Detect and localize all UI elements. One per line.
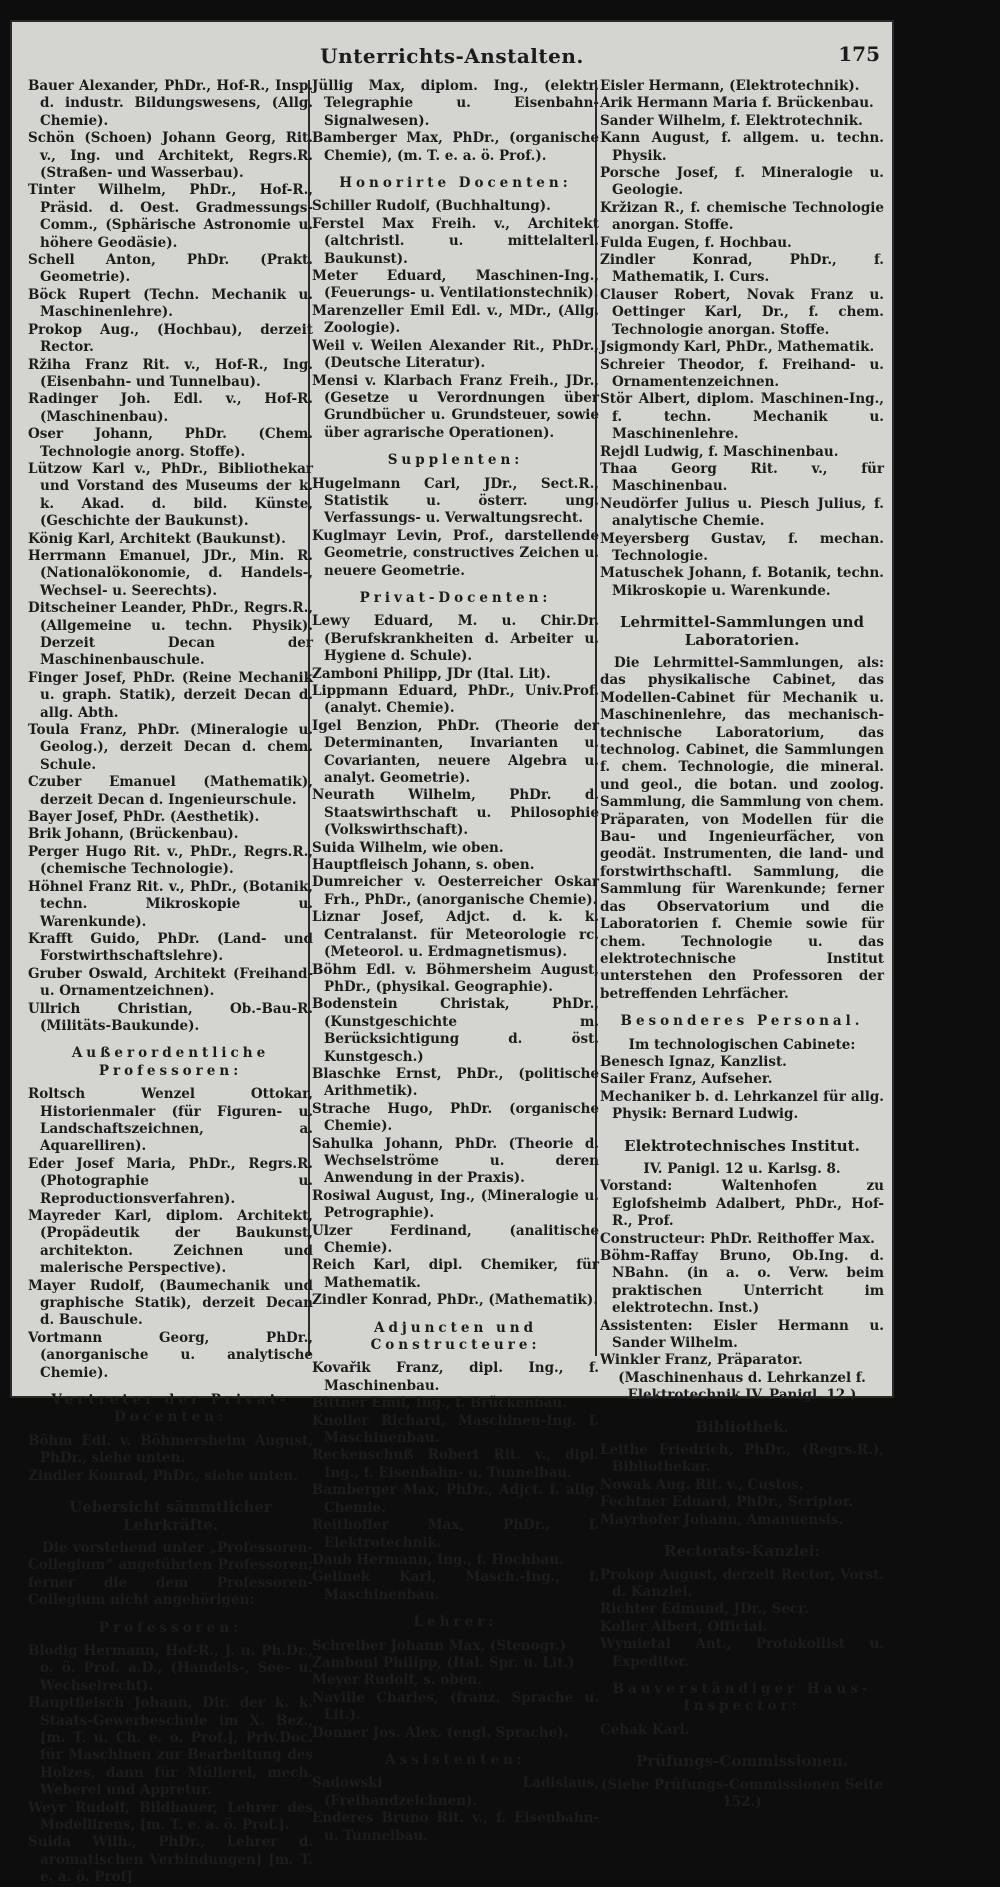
directory-entry: Gruber Oswald, Architekt (Freihand- u. Ornamentzeichnen). [28, 965, 313, 1000]
section-heading: Vertreter der Privat-Docenten: [51, 1392, 290, 1426]
directory-entry: Bamberger Max, PhDr., Adjct. f. allg. Chemie. [312, 1482, 599, 1516]
directory-entry: Ferstel Max Freih. v., Architekt (altchristl. u. mittelalterl. Baukunst). [312, 215, 599, 267]
directory-entry: Bauer Alexander, PhDr., Hof-R., Insp. d. industr. Bildungswesens, (Allg. Chemie). [28, 78, 313, 129]
directory-entry: Schreier Theodor, f. Freihand- u. Ornamentenzeichnen. [600, 356, 884, 390]
directory-entry: Arik Hermann Maria f. Brückenbau. [600, 95, 874, 112]
directory-entry: Prokop August, derzeit Rector, Vorst. d. Kanzlei. [600, 1566, 884, 1600]
centered-note: (Siehe Prüfungs-Commissionen Seite 152.) [600, 1776, 884, 1810]
section-heading: Besonderes Personal. [620, 1013, 864, 1030]
directory-entry: Brik Johann, (Brückenbau). [28, 826, 239, 843]
directory-entry: Gelinek Karl, Masch.-Ing., f. Maschinenbau. [312, 1569, 599, 1603]
directory-entry: Knoller Richard, Maschinen-Ing. f. Maschinenbau. [312, 1412, 599, 1447]
column-2 [312, 78, 599, 1844]
directory-entry: Lützow Karl v., PhDr., Bibliothekar und Vorstand des Museums der k. k. Akad. d. bild. Künste, (Geschichte der Baukunst). [28, 460, 313, 530]
directory-entry: Hauptfleisch Johann, Dir. der k. k. Staats-Gewerbeschule im X. Bez., [m. T. u. Ch. e. o. Prof.], Priv.Doc. für Maschinen zur Bearbeitung des Holzes, dann für Müllerei, mech. Weberei und Appretur. [28, 1695, 313, 1799]
directory-entry: Radinger Joh. Edl. v., Hof-R. (Maschinenbau). [28, 391, 313, 425]
directory-entry: Lippmann Eduard, PhDr., Univ.Prof. (analyt. Chemie). [312, 683, 599, 717]
directory-entry: Roltsch Wenzel Ottokar, Historienmaler (für Figuren- u. Landschaftszeichnen, a. Aquarelliren). [28, 1086, 313, 1155]
section-heading: Adjuncten und Constructeure: [370, 1319, 541, 1354]
directory-entry: Zindler Konrad, PhDr., siehe unten. [28, 1467, 298, 1484]
directory-entry: Meyer Rudolf, s. oben. [312, 1672, 482, 1689]
directory-entry: Czuber Emanuel (Mathematik), derzeit Decan d. Ingenieurschule. [28, 774, 313, 808]
directory-entry: Böhm Edl. v. Böhmersheim August, PhDr., siehe unten. [28, 1432, 313, 1467]
directory-entry: Suida Wilh., PhDr., Lehrer d. aromatischen Verbindungen] [m. T. e. a. ö. Prof] [28, 1834, 313, 1886]
directory-entry: Böck Rupert (Techn. Mechanik u. Maschinenlehre). [28, 286, 313, 321]
directory-entry: Kovařik Franz, dipl. Ing., f. Maschinenbau. [312, 1360, 599, 1394]
directory-entry: Höhnel Franz Rit. v., PhDr., (Botanik, techn. Mikroskopie u. Warenkunde). [28, 878, 313, 930]
directory-entry: Winkler Franz, Präparator. [600, 1352, 803, 1369]
directory-entry: Clauser Robert, Novak Franz u. Oettinger Karl, Dr., f. chem. Technologie anorgan. Stoffe. [600, 286, 884, 338]
directory-entry: Igel Benzion, PhDr. (Theorie der Determinanten, Invarianten u. Covarianten, neuere Algebra u. analyt. Geometrie). [312, 717, 599, 787]
column-3 [600, 78, 884, 1810]
directory-entry: Zamboni Philipp, JDr (Ital. Lit). [312, 665, 551, 682]
directory-entry: Assistenten: Eisler Hermann u. Sander Wilhelm. [600, 1317, 884, 1352]
directory-entry: Koller Albert, Official. [600, 1618, 768, 1635]
directory-entry: Thaa Georg Rit. v., für Maschinenbau. [600, 460, 884, 495]
directory-entry: Daub Hermann, Ing., f. Hochbau. [312, 1551, 564, 1568]
heading: Rectorats-Kanzlei: [664, 1542, 820, 1561]
directory-entry: Mayreder Karl, diplom. Architekt, (Propädeutik der Baukunst, architekton. Zeichnen und malerische Perspective). [28, 1208, 313, 1277]
directory-entry: Vorstand: Waltenhofen zu Eglofsheimb Adalbert, PhDr., Hof-R., Prof. [600, 1178, 884, 1230]
directory-entry: Krafft Guido, PhDr. (Land- und Forstwirthschaftslehre). [28, 930, 313, 965]
directory-entry: Leithe Friedrich, PhDr., (Regrs.R.), Bibliothekar. [600, 1442, 884, 1476]
directory-entry: Bodenstein Christak, PhDr., (Kunstgeschichte m. Berücksichtigung d. öst. Kunstgesch.) [312, 996, 599, 1065]
directory-entry: Böhm Edl. v. Böhmersheim August, PhDr., (physikal. Geographie). [312, 961, 599, 995]
directory-entry: Zindler Konrad, PhDr., (Mathematik). [312, 1292, 598, 1309]
directory-entry: Rosiwal August, Ing., (Mineralogie u. Petrographie). [312, 1187, 599, 1222]
directory-entry: Kuglmayr Levin, Prof., darstellende Geometrie, constructives Zeichen u. neuere Geometrie. [312, 527, 599, 579]
directory-entry: König Karl, Architekt (Baukunst). [28, 530, 286, 547]
directory-entry: Neudörfer Julius u. Piesch Julius, f. analytische Chemie. [600, 495, 884, 530]
directory-entry: Liznar Josef, Adjct. d. k. k. Centralanst. für Meteorologie rc. (Meteorol. u. Erdmagnetismus). [312, 909, 599, 961]
directory-entry: Stör Albert, diplom. Maschinen-Ing., f. techn. Mechanik u. Maschinenlehre. [600, 391, 884, 443]
heading: Lehrmittel-Sammlungen und Laboratorien. [619, 613, 865, 649]
running-head [10, 42, 894, 78]
directory-entry: Ullrich Christian, Ob.-Bau-R. (Militäts-Baukunde). [28, 1000, 313, 1034]
directory-entry: Mensi v. Klarbach Franz Freih., JDr., (Gesetze u Verordnungen über Grundbücher u. Grundsteuer, sowie über agrarische Operationen). [312, 372, 599, 441]
directory-entry: Vortmann Georg, PhDr., (anorganische u. analytische Chemie). [28, 1329, 313, 1381]
directory-entry: Fulda Eugen, f. Hochbau. [600, 234, 792, 251]
directory-entry: Blodig Hermann, Hof-R., J. u. Ph.Dr., o. ö. Prof. a.D., (Handels-, See- u. Wechselrecht). [28, 1642, 313, 1694]
heading: Uebersicht sämmtlicher Lehrkräfte. [69, 1498, 272, 1534]
section-heading: Supplenten: [387, 452, 524, 469]
directory-entry: Schreiber Johann Max, (Stenogr.) [312, 1637, 567, 1654]
page-title: Unterrichts-Anstalten. [320, 44, 584, 68]
directory-entry: Ržiha Franz Rit. v., Hof-R., Ing. (Eisenbahn- und Tunnelbau). [28, 356, 313, 390]
directory-entry: Kann August, f. allgem. u. techn. Physik. [600, 130, 884, 164]
section-heading: Außerordentliche Professoren: [71, 1045, 270, 1079]
directory-entry: Jsigmondy Karl, PhDr., Mathematik. [600, 339, 875, 356]
directory-entry: Toula Franz, PhDr. (Mineralogie u. Geolog.), derzeit Decan d. chem. Schule. [28, 722, 313, 773]
heading: Prüfungs-Commissionen. [635, 1752, 849, 1771]
directory-entry: Bamberger Max, PhDr., (organische Chemie), (m. T. e. a. ö. Prof.). [312, 130, 599, 164]
directory-entry: Schell Anton, PhDr. (Prakt. Geometrie). [28, 252, 313, 286]
directory-entry: Weil v. Weilen Alexander Rit., PhDr., (Deutsche Literatur). [312, 337, 599, 372]
directory-entry: Marenzeller Emil Edl. v., MDr., (Allg. Zoologie). [312, 302, 599, 337]
section-heading: Privat-Docenten: [359, 589, 552, 606]
directory-entry: Oser Johann, PhDr. (Chem. Technologie anorg. Stoffe). [28, 426, 313, 460]
directory-entry: Suida Wilhelm, wie oben. [312, 839, 504, 856]
directory-entry: Ditscheiner Leander, PhDr., Regrs.R., (Allgemeine u. techn. Physik). Derzeit Decan der Maschinenbauschule. [28, 600, 313, 669]
directory-entry: Eisler Hermann, (Elektrotechnik). [600, 78, 860, 94]
book-page [10, 20, 894, 1886]
directory-entry: Lewy Eduard, M. u. Chir.Dr. (Berufskrankheiten d. Arbeiter u. Hygiene d. Schule). [312, 613, 599, 665]
directory-entry: Benesch Ignaz, Kanzlist. [600, 1053, 787, 1070]
directory-entry: Mayer Rudolf, (Baumechanik und graphische Statik), derzeit Decan d. Bauschule. [28, 1277, 313, 1329]
directory-entry: Neurath Wilhelm, PhDr. d. Staatswirthschaft u. Philosophie (Volkswirthschaft). [312, 787, 599, 839]
directory-entry: Dumreicher v. Oesterreicher Oskar Frh., PhDr., (anorganische Chemie). [312, 874, 599, 908]
centered-note: IV. Panigl. 12 u. Karlsg. 8. [643, 1160, 841, 1177]
directory-entry: Ulzer Ferdinand, (analitische Chemie). [312, 1222, 599, 1256]
directory-entry: Wymietal Ant., Protokollist u. Expeditor. [600, 1636, 884, 1670]
directory-entry: Sadowski Ladislaus, (Freihandzeichnen). [312, 1775, 599, 1809]
directory-entry: Sailer Franz, Aufseher. [600, 1071, 773, 1088]
directory-entry: Sander Wilhelm, f. Elektrotechnik. [600, 112, 863, 129]
directory-entry: Reithoffer Max, PhDr., f. Elektrotechnik. [312, 1517, 599, 1551]
column-1 [28, 78, 313, 1886]
section-heading: Professoren: [98, 1619, 243, 1636]
directory-entry: Finger Josef, PhDr. (Reine Mechanik u. graph. Statik), derzeit Decan d. allg. Abth. [28, 669, 313, 721]
directory-entry: Naville Charles, (franz. Sprache u. Lit.). [312, 1689, 599, 1724]
directory-entry: Strache Hugo, PhDr. (organische Chemie). [312, 1100, 599, 1135]
directory-entry: Eder Josef Maria, PhDr., Regrs.R. (Photographie u. Reproductionsverfahren). [28, 1155, 313, 1207]
directory-entry: Blaschke Ernst, PhDr., (politische Arithmetik). [312, 1065, 599, 1100]
directory-entry: Matuschek Johann, f. Botanik, techn. Mikroskopie u. Warenkunde. [600, 565, 884, 599]
page-number: 175 [838, 42, 880, 66]
section-heading: Honorirte Docenten: [339, 175, 572, 192]
heading: Elektrotechnisches Institut. [624, 1136, 860, 1155]
directory-entry: Mechaniker b. d. Lehrkanzel für allg. Physik: Bernard Ludwig. [600, 1088, 884, 1123]
directory-entry: Porsche Josef, f. Mineralogie u. Geologie. [600, 165, 884, 199]
directory-entry: Schiller Rudolf, (Buchhaltung). [312, 198, 551, 215]
heading: Bibliothek. [695, 1417, 789, 1436]
directory-entry: Böhm-Raffay Bruno, Ob.Ing. d. NBahn. (in a. o. Verw. beim praktischen Unterricht im elektrotechn. Inst.) [600, 1248, 884, 1317]
section-heading: Bauverständiger Haus-Inspector: [612, 1680, 872, 1715]
directory-entry: Rejdl Ludwig, f. Maschinenbau. [600, 443, 839, 460]
directory-entry: Tinter Wilhelm, PhDr., Hof-R., Präsid. d. Oest. Gradmessungs-Comm., (Sphärische Astronomie u. höhere Geodäsie). [28, 182, 313, 251]
directory-entry: Sahulka Johann, PhDr. (Theorie d. Wechselströme u. deren Anwendung in der Praxis). [312, 1135, 599, 1187]
directory-entry: Enderes Bruno Rit. v., f. Eisenbahn- u. Tunnelbau. [312, 1810, 599, 1844]
directory-entry: Reckenschuß Robert Rit. v., dipl. Ing., f. Eisenbahn- u. Tunnelbau. [312, 1447, 599, 1481]
directory-entry: Schön (Schoen) Johann Georg, Rit. v., Ing. und Architekt, Regrs.R. (Straßen- und Wasserbau). [28, 130, 313, 182]
directory-entry: Bittner Emil, Ing., f. Brückenbau. [312, 1395, 567, 1412]
directory-entry: Bayer Josef, PhDr. (Aesthetik). [28, 809, 260, 826]
directory-entry: Cehak Karl. [600, 1721, 690, 1738]
directory-entry: Zindler Konrad, PhDr., f. Mathematik, I. Curs. [600, 252, 884, 286]
section-heading: Lehrer: [413, 1614, 498, 1631]
directory-entry: Donner Jos. Alex. (engl. Sprache). [312, 1724, 569, 1741]
directory-entry: Mayrhofer Johann, Amanuensis. [600, 1511, 844, 1528]
section-heading: Assistenten: [385, 1751, 526, 1768]
directory-entry: Reich Karl, dipl. Chemiker, für Mathematik. [312, 1257, 599, 1291]
directory-entry: Jüllig Max, diplom. Ing., (elektr. Telegraphie u. Eisenbahn-Signalwesen). [312, 78, 599, 129]
directory-entry: Prokop Aug., (Hochbau), derzeit Rector. [28, 321, 313, 356]
directory-entry: Hauptfleisch Johann, s. oben. [312, 857, 535, 874]
directory-entry: Zamboni Philipp, (Ital. Spr. u. Lit.) [312, 1654, 575, 1671]
directory-entry: Weyr Rudolf, Bildhauer, Lehrer des Modellirens, [m. T. e. a. ö. Prof.]. [28, 1799, 313, 1833]
paragraph: Die Lehrmittel-Sammlungen, als: das physikalische Cabinet, das Modellen-Cabinet für Mechanik u. Maschinenlehre, das mechanisch-technische Laboratorium, das technolog. Cabinet, die Sammlungen f. chem. Technologie, die mineral. und geol., die botan. und zoolog. Sammlung, die Sammlung von chem. Präparaten, von Modellen für die Bau- und Ingenieurfächer, von geodät. Instrumenten, die land- und forstwirthschaftl. Sammlung, die Sammlung für Warenkunde; ferner das Observatorium und die Laboratorien f. Chemie sowie für chem. Technologie u. das elektrotechnische Institut unterstehen den Professoren der betreffenden Lehrfächer. [600, 655, 884, 1002]
directory-entry: Meyersberg Gustav, f. mechan. Technologie. [600, 530, 884, 564]
paragraph: Die vorstehend unter „Professoren-Collegium“ angeführten Professoren; ferner die dem Professoren-Collegium nicht angehörigen: [28, 1539, 313, 1609]
directory-entry: Nowak Aug. Rit. v., Custos. [600, 1476, 804, 1493]
directory-entry: Kržizan R., f. chemische Technologie anorgan. Stoffe. [600, 199, 884, 234]
directory-entry: Herrmann Emanuel, JDr., Min. R. (Nationalökonomie, d. Handels-, Wechsel- u. Seerechts). [28, 547, 313, 599]
directory-entry: Constructeur: PhDr. Reithoffer Max. [600, 1230, 875, 1247]
directory-entry: Richter Edmund, JDr., Secr. [600, 1601, 809, 1618]
directory-entry: Meter Eduard, Maschinen-Ing., (Feuerungs- u. Ventilationstechnik). [312, 268, 599, 302]
centered-note: (Maschinenhaus d. Lehrkanzel f. Elektrotechnik IV. Panigl. 12.) [618, 1369, 866, 1404]
directory-entry: Fechtner Eduard, PhDr., Scriptor. [600, 1494, 854, 1511]
directory-entry: Perger Hugo Rit. v., PhDr., Regrs.R., (chemische Technologie). [28, 843, 313, 878]
directory-entry: Hugelmann Carl, JDr., Sect.R., Statistik u. österr. ung. Verfassungs- u. Verwaltungsrecht. [312, 475, 599, 527]
centered-note: Im technologischen Cabinete: [628, 1036, 856, 1053]
